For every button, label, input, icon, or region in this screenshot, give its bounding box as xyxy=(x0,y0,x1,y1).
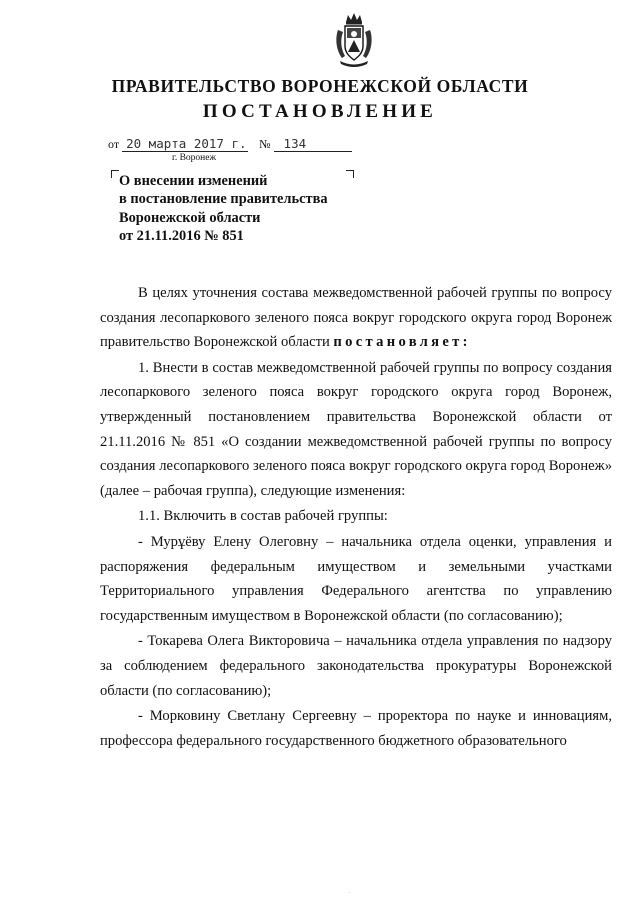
paragraph-item-1: 1. Внести в состав межведомственной рабочей группы по вопросу создания лесопаркового зеленого пояса вокруг городского округа город Воронеж, утвержденный постановлением правительства Воронежской области от 21.11.2016 № 851 «О создании межведомственной рабочей группы по вопросу создания лесопаркового зеленого пояса вокруг городского округа город Воронеж» (далее – рабочая группа), следующие изменения: xyxy=(100,359,612,499)
organization-title: ПРАВИТЕЛЬСТВО ВОРОНЕЖСКОЙ ОБЛАСТИ xyxy=(111,76,529,96)
number-label: № xyxy=(259,137,271,151)
subject-line: О внесении изменений xyxy=(119,173,268,189)
document-body xyxy=(100,281,612,753)
number-field xyxy=(274,137,352,152)
member-entry: - Токарева Олега Викторовича – начальника отдела управления по надзору за соблюдением федерального законодательства прокуратуры Воронежской области (по согласованию); xyxy=(100,633,612,699)
subject-bracket-left xyxy=(111,170,119,178)
preamble-text: В целях уточнения состава межведомственной рабочей группы по вопросу создания лесопаркового зеленого пояса вокруг городского округа город Воронеж правительство Воронежской области xyxy=(100,285,612,351)
subject-line: в постановление правительства xyxy=(119,191,328,208)
subject-block xyxy=(119,172,379,245)
subject-line: Воронежской области xyxy=(119,209,261,226)
date-number-line xyxy=(108,137,352,152)
from-label: от xyxy=(108,137,120,151)
coat-of-arms-icon xyxy=(334,12,374,68)
preamble-paragraph xyxy=(100,281,612,355)
member-entry: - Морковину Светлану Сергеевну – проректора по науке и инновациям, профессора федерального государственного бюджетного образовательного xyxy=(100,708,612,749)
resolves-keyword: постановляет: xyxy=(333,334,471,351)
document-date: 20 марта 2017 г. xyxy=(126,136,247,151)
footer-mark: . xyxy=(349,889,351,895)
member-entry: - Мурұёву Елену Олеговну – начальника отдела оценки, управления и распоряжения федеральным имуществом и земельными участками Территориального управления Федерального агентства по управлению государственным имуществом в Воронежской области (по согласованию); xyxy=(100,533,612,624)
document-number: 134 xyxy=(283,136,307,151)
paragraph-item-1-1: 1.1. Включить в состав рабочей группы: xyxy=(138,508,388,525)
subject-line: от 21.11.2016 № 851 xyxy=(119,227,244,244)
city-label: г. Воронеж xyxy=(172,153,217,163)
date-field xyxy=(122,137,248,152)
document-type: ПОСТАНОВЛЕНИЕ xyxy=(202,101,438,122)
